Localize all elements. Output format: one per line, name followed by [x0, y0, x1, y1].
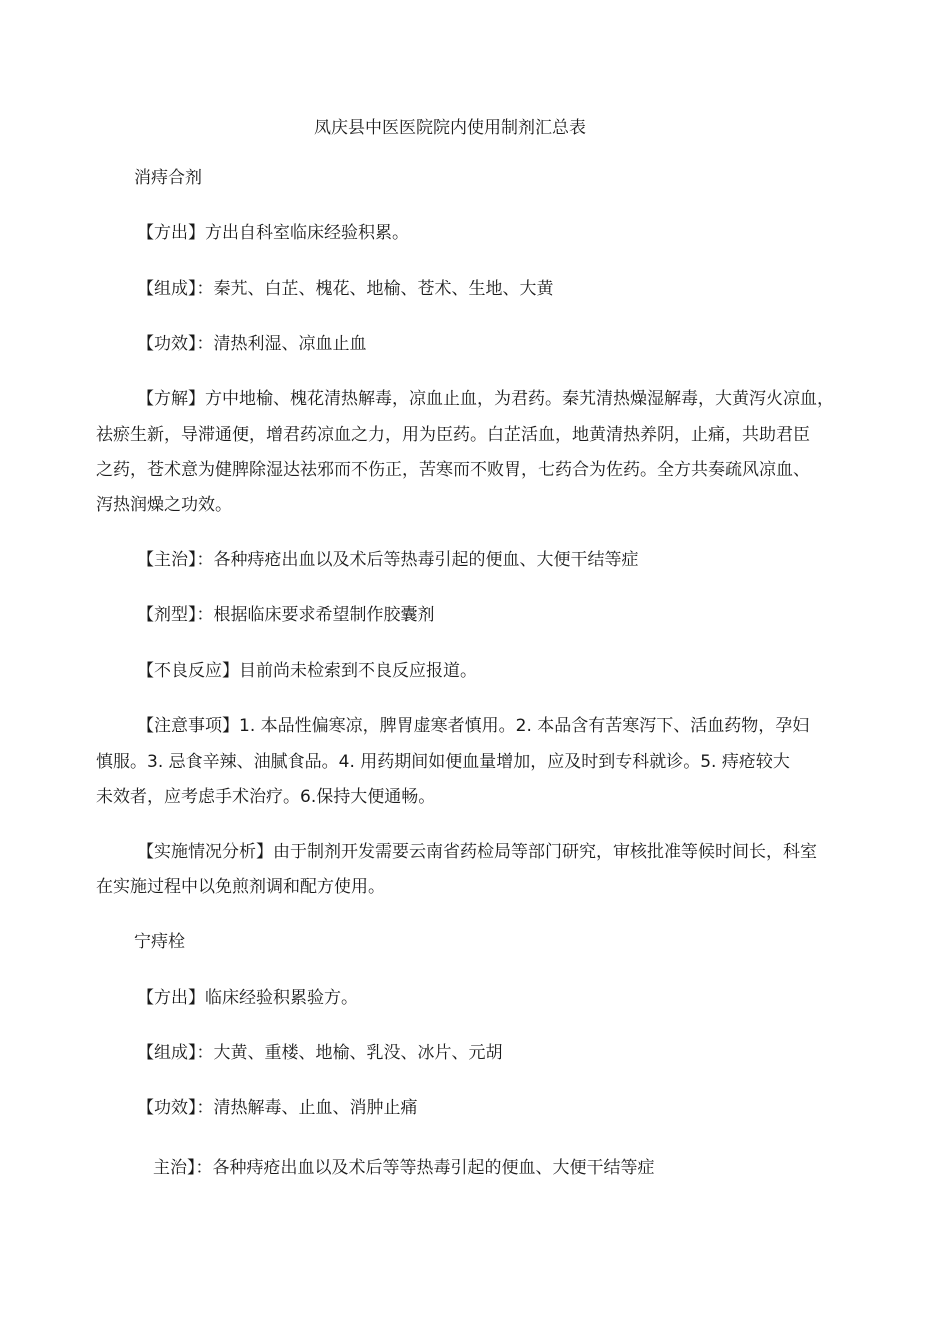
section-heading: 宁痔栓 [134, 932, 185, 952]
formula-explanation-line: 【方解】方中地榆、槐花清热解毒，凉血止血，为君药。秦艽清热燥湿解毒，大黄泻火凉血， [137, 389, 834, 409]
implementation-analysis-line: 【实施情况分析】由于制剂开发需要云南省药检局等部门研究，审核批准等候时间长，科室 [137, 842, 817, 862]
precautions-line: 【注意事项】1. 本品性偏寒凉，脾胃虚寒者慎用。2. 本品含有苦寒泻下、活血药物，孕妇 [137, 716, 810, 736]
indications: 主治】：各种痔疮出血以及术后等等热毒引起的便血、大便干结等症 [153, 1158, 655, 1178]
precautions-line: 慎服。3. 忌食辛辣、油腻食品。4. 用药期间如便血量增加，应及时到专科就诊。5. 痔疮较大 [96, 752, 790, 772]
precautions-line: 未效者，应考虑手术治疗。6.保持大便通畅。 [96, 787, 436, 807]
section-heading: 消痔合剂 [134, 168, 202, 188]
formula-explanation-line: 泻热润燥之功效。 [96, 495, 232, 515]
formula-explanation-line: 之药，苍术意为健脾除湿达祛邪而不伤正，苦寒而不败胃，七药合为佐药。全方共奏疏风凉血、 [96, 460, 810, 480]
prescription-source: 【方出】方出自科室临床经验积累。 [137, 223, 409, 243]
adverse-reactions: 【不良反应】目前尚未检索到不良反应报道。 [137, 661, 477, 681]
page-title: 凤庆县中医医院院内使用制剂汇总表 [314, 118, 586, 138]
composition: 【组成】：秦艽、白芷、槐花、地榆、苍术、生地、大黄 [137, 279, 554, 299]
implementation-analysis-line: 在实施过程中以免煎剂调和配方使用。 [96, 877, 385, 897]
composition: 【组成】：大黄、重楼、地榆、乳没、冰片、元胡 [137, 1043, 503, 1063]
efficacy: 【功效】：清热利湿、凉血止血 [137, 334, 367, 354]
prescription-source: 【方出】临床经验积累验方。 [137, 988, 358, 1008]
indications: 【主治】：各种痔疮出血以及术后等热毒引起的便血、大便干结等症 [137, 550, 639, 570]
efficacy: 【功效】：清热解毒、止血、消肿止痛 [137, 1098, 418, 1118]
formula-explanation-line: 祛瘀生新，导滞通便，增君药凉血之力，用为臣药。白芷活血，地黄清热养阴，止痛，共助君臣 [96, 425, 810, 445]
dosage-form: 【剂型】：根据临床要求希望制作胶囊剂 [137, 605, 435, 625]
